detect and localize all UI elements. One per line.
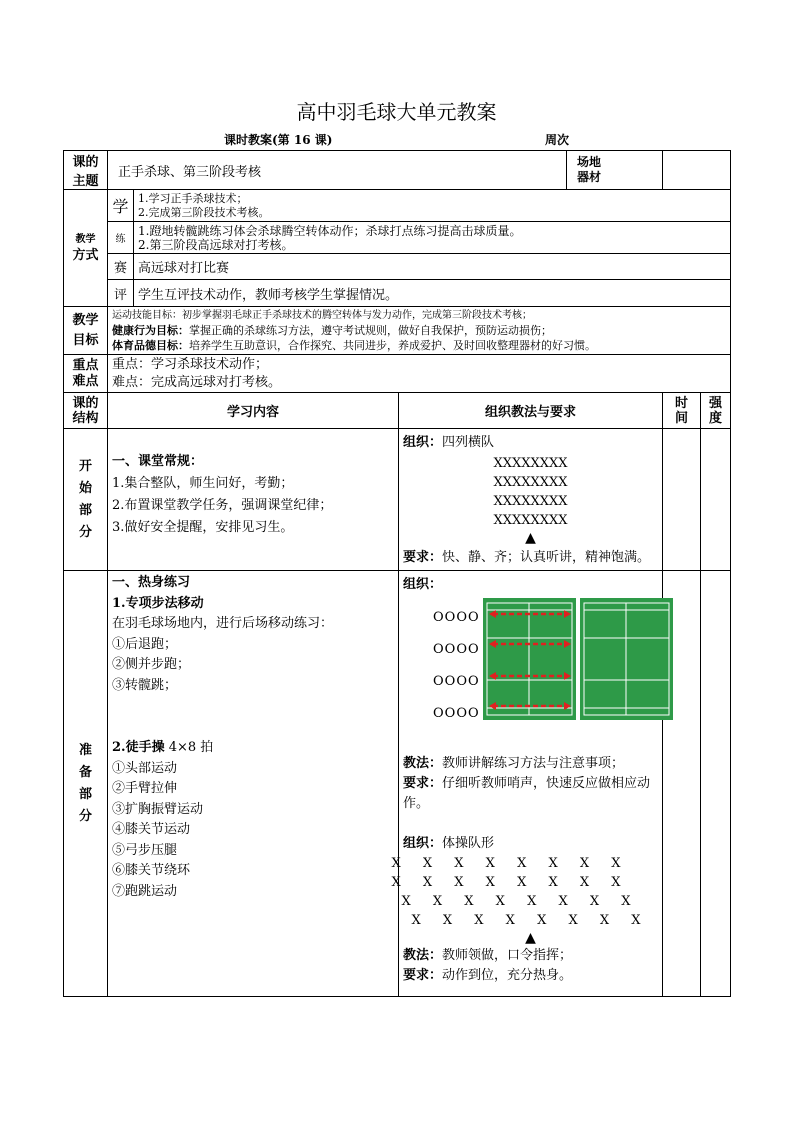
lesson-label: 课时教案(第 16 课) — [224, 133, 333, 147]
week-label: 周次 — [545, 133, 570, 147]
prep-org: 组织： OOOO OOOO OOOO OOOO 教法：教师讲解练习方法与注意事项； 要求：仔细听教师哨声，快速反应做相应动作。 组织：体操队形 X X X X X X X X X X X X X X X X X X X X X X X X X X X X X X X X ▲ 教法：教师领做，口令指挥； 要求：动作到位，充分热身。 — [399, 571, 663, 997]
formation-row: X X X X X X X X — [411, 913, 650, 928]
queue-icon: OOOO — [433, 610, 480, 625]
topic-value: 正手杀球、第三阶段考核 — [108, 151, 567, 190]
topic-label: 课的主题 — [64, 151, 108, 190]
queue-icon: OOOO — [433, 674, 480, 689]
col-org: 组织教法与要求 — [399, 393, 663, 429]
keys-label: 重点 难点 — [64, 355, 108, 393]
xue-label: 学 — [108, 190, 134, 222]
queue-icon: OOOO — [433, 642, 480, 657]
teacher-triangle-icon: ▲ — [525, 530, 536, 546]
formation-row: X X X X X X X X — [391, 856, 630, 871]
start-label: 开 始 部 分 — [64, 429, 108, 571]
col-time: 时 间 — [663, 393, 701, 429]
lesson-plan-table — [63, 150, 731, 997]
start-section-row — [64, 429, 731, 571]
ping-label: 评 — [108, 280, 134, 307]
page-title: 高中羽毛球大单元教案 — [296, 100, 497, 124]
col-intensity: 强 度 — [701, 393, 731, 429]
formation-row: XXXXXXXX — [493, 494, 568, 509]
topic-row — [64, 151, 731, 190]
prep-content: 一、热身练习 1.专项步法移动 在羽毛球场地内，进行后场移动练习： ①后退跑； ②侧并步跑； ③转髋跳； 2.徒手操 4×8 拍 ①头部运动 ②手臂拉伸 ③扩胸振臂运动 ④膝关节运动 ⑤弓步压腿 ⑥膝关节绕环 ⑦跑跳运动 — [108, 571, 399, 997]
formation-row: X X X X X X X X — [391, 875, 630, 890]
start-intensity — [701, 429, 731, 571]
lian-label: 练 — [108, 222, 134, 254]
formation-row: X X X X X X X X — [401, 894, 640, 909]
venue-label: 场地 器材 — [567, 151, 663, 190]
sai-label: 赛 — [108, 254, 134, 280]
keys-content: 重点：学习杀球技术动作； 难点：完成高远球对打考核。 — [108, 355, 731, 393]
formation-row: XXXXXXXX — [493, 475, 568, 490]
lian-items: 1.蹬地转髋跳练习体会杀球腾空转体动作；杀球打点练习提高击球质量。 2.第三阶段高远球对打考核。 — [134, 222, 731, 254]
method-label: 教学 方式 — [64, 190, 108, 307]
start-time — [663, 429, 701, 571]
col-content: 学习内容 — [108, 393, 399, 429]
ping-value: 学生互评技术动作，教师考核学生掌握情况。 — [134, 280, 731, 307]
court-diagram — [403, 598, 658, 726]
prep-label: 准 备 部 分 — [64, 571, 108, 997]
teacher-triangle-icon: ▲ — [525, 930, 536, 946]
badminton-court-icon — [483, 598, 673, 720]
col-structure: 课的 结构 — [64, 393, 108, 429]
venue-value — [663, 151, 731, 190]
goals-content: 运动技能目标：初步掌握羽毛球正手杀球技术的腾空转体与发力动作，完成第三阶段技术考核； 健康行为目标：掌握正确的杀球练习方法，遵守考试规则，做好自我保护，预防运动损伤； 体育品德目标：培养学生互助意识，合作探究、共同进步，养成爱护、及时回收整理器材的好习惯。 — [108, 307, 731, 355]
prep-intensity — [701, 571, 731, 997]
formation-row: XXXXXXXX — [493, 513, 568, 528]
prep-section-row — [64, 571, 731, 997]
queue-icon: OOOO — [433, 706, 480, 721]
xue-items: 1.学习正手杀球技术； 2.完成第三阶段技术考核。 — [134, 190, 731, 222]
column-header-row — [64, 393, 731, 429]
start-org: 组织：四列横队 XXXXXXXX XXXXXXXX XXXXXXXX XXXXXXXX ▲ 要求：快、静、齐；认真听讲，精神饱满。 — [399, 429, 663, 571]
start-content: 一、课堂常规： 1.集合整队，师生问好，考勤； 2.布置课堂教学任务，强调课堂纪律； 3.做好安全提醒，安排见习生。 — [108, 429, 399, 571]
sai-value: 高远球对打比赛 — [134, 254, 731, 280]
formation-row: XXXXXXXX — [493, 456, 568, 471]
goals-label: 教学 目标 — [64, 307, 108, 355]
